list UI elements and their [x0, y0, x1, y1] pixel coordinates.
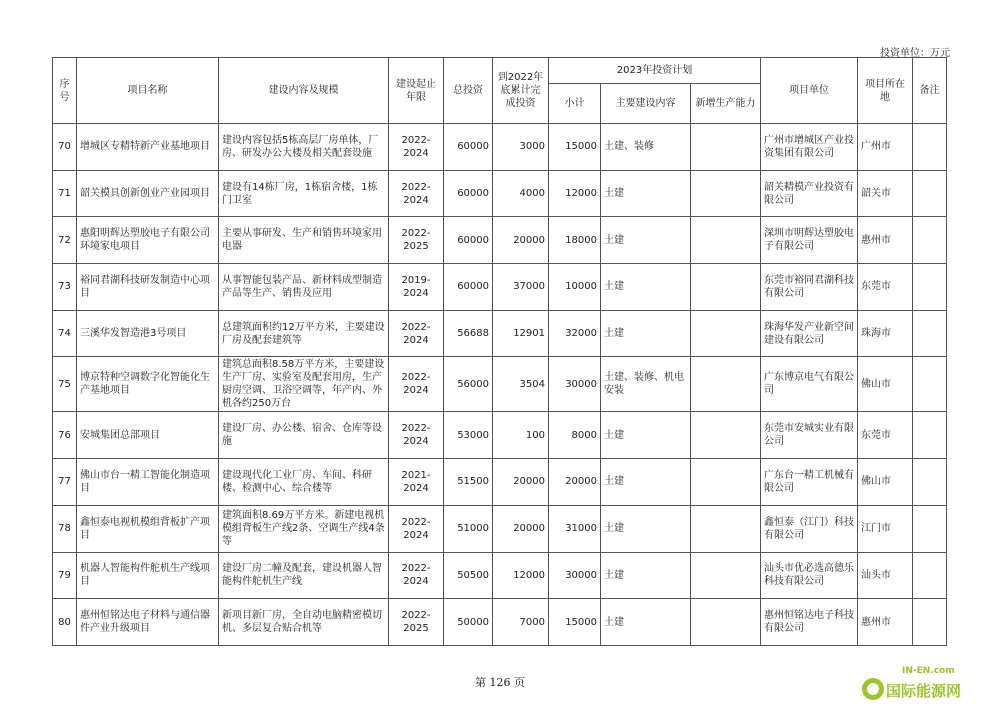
cell-location: 珠海市: [858, 310, 913, 357]
header-plan: 2023年投资计划: [549, 58, 761, 84]
cell-remark: [913, 459, 947, 506]
table-row: [53, 505, 947, 552]
header-total: 总投资: [444, 58, 493, 124]
cell-main-content: 土建、装修、机电安装: [601, 357, 691, 412]
cell-main-content: 土建: [601, 217, 691, 264]
cell-period: 2022-2024: [389, 357, 444, 412]
header-unit: 项目单位: [761, 58, 858, 124]
cell-seq: 72: [53, 217, 77, 264]
cell-period: 2022-2024: [389, 552, 444, 599]
cell-unit: 韶关精模产业投资有限公司: [761, 170, 858, 217]
cell-seq: 76: [53, 412, 77, 459]
cell-unit: 广州市增城区产业投资集团有限公司: [761, 124, 858, 171]
cell-subtotal: 18000: [549, 217, 601, 264]
cell-location: 韶关市: [858, 170, 913, 217]
cell-period: 2022-2024: [389, 170, 444, 217]
cell-new-capacity: [691, 552, 761, 599]
cell-cumulative: 20000: [493, 505, 549, 552]
cell-new-capacity: [691, 310, 761, 357]
cell-subtotal: 30000: [549, 357, 601, 412]
page-number: 第 126 页: [475, 676, 525, 689]
cell-period: 2022-2024: [389, 124, 444, 171]
header-location: 项目所在地: [858, 58, 913, 124]
cell-location: 佛山市: [858, 357, 913, 412]
cell-content: 建设厂房二幢及配套，建设机器人智能构件舵机生产线: [219, 552, 389, 599]
cell-total: 56688: [444, 310, 493, 357]
cell-remark: [913, 599, 947, 646]
cell-name: 博京特种空调数字化智能化生产基地项目: [77, 357, 219, 412]
cell-content: 从事智能包装产品、新材料成型制造产品等生产、销售及应用: [219, 264, 389, 311]
header-remark: 备注: [913, 58, 947, 124]
cell-unit: 鑫恒泰（江门）科技有限公司: [761, 505, 858, 552]
cell-unit: 惠州恒铭达电子科技有限公司: [761, 599, 858, 646]
cell-unit: 东莞市安城实业有限公司: [761, 412, 858, 459]
table-row: [53, 412, 947, 459]
cell-seq: 71: [53, 170, 77, 217]
cell-cumulative: 12901: [493, 310, 549, 357]
cell-remark: [913, 505, 947, 552]
cell-unit: 深圳市明辉达塑胶电子有限公司: [761, 217, 858, 264]
table-row: [53, 264, 947, 311]
cell-location: 惠州市: [858, 217, 913, 264]
cell-main-content: 土建: [601, 412, 691, 459]
cell-content: 建筑总面积8.58万平方米，主要建设生产厂房、实验室及配套用房，生产厨房空调、卫浴空调等，年产内、外机各约250万台: [219, 357, 389, 412]
cell-cumulative: 7000: [493, 599, 549, 646]
cell-name: 裕同君湖科技研发制造中心项目: [77, 264, 219, 311]
cell-main-content: 土建: [601, 552, 691, 599]
cell-subtotal: 8000: [549, 412, 601, 459]
cell-name: 三溪华发智造港3号项目: [77, 310, 219, 357]
cell-new-capacity: [691, 170, 761, 217]
cell-cumulative: 3000: [493, 124, 549, 171]
cell-main-content: 土建: [601, 599, 691, 646]
header-new-capacity: 新增生产能力: [691, 84, 761, 124]
cell-main-content: 土建: [601, 170, 691, 217]
cell-remark: [913, 552, 947, 599]
cell-location: 佛山市: [858, 459, 913, 506]
cell-cumulative: 3504: [493, 357, 549, 412]
cell-total: 50500: [444, 552, 493, 599]
cell-cumulative: 12000: [493, 552, 549, 599]
cell-total: 53000: [444, 412, 493, 459]
cell-unit: 珠海华发产业新空间建设有限公司: [761, 310, 858, 357]
cell-new-capacity: [691, 412, 761, 459]
cell-content: 主要从事研发、生产和销售环境家用电器: [219, 217, 389, 264]
cell-name: 韶关模具创新创业产业园项目: [77, 170, 219, 217]
table-row: [53, 599, 947, 646]
watermark-logo: [862, 664, 994, 702]
watermark-en: IN-EN.com: [902, 666, 955, 676]
table-row: [53, 124, 947, 171]
cell-location: 江门市: [858, 505, 913, 552]
cell-content: 建设现代化工业厂房、车间、科研楼、检测中心、综合楼等: [219, 459, 389, 506]
header-content: 建设内容及规模: [219, 58, 389, 124]
cell-remark: [913, 124, 947, 171]
cell-remark: [913, 217, 947, 264]
cell-total: 51000: [444, 505, 493, 552]
cell-subtotal: 20000: [549, 459, 601, 506]
cell-location: 东莞市: [858, 264, 913, 311]
cell-subtotal: 10000: [549, 264, 601, 311]
cell-period: 2022-2025: [389, 217, 444, 264]
cell-new-capacity: [691, 217, 761, 264]
cell-subtotal: 15000: [549, 599, 601, 646]
header-row-1: [53, 58, 947, 84]
cell-total: 56000: [444, 357, 493, 412]
cell-total: 60000: [444, 264, 493, 311]
cell-subtotal: 30000: [549, 552, 601, 599]
cell-main-content: 土建: [601, 459, 691, 506]
table-row: [53, 552, 947, 599]
cell-location: 惠州市: [858, 599, 913, 646]
header-main-content: 主要建设内容: [601, 84, 691, 124]
cell-remark: [913, 357, 947, 412]
cell-period: 2022-2024: [389, 310, 444, 357]
cell-total: 50000: [444, 599, 493, 646]
cell-name: 机器人智能构件舵机生产线项目: [77, 552, 219, 599]
cell-total: 51500: [444, 459, 493, 506]
cell-period: 2019-2024: [389, 264, 444, 311]
cell-unit: 东莞市裕同君湖科技有限公司: [761, 264, 858, 311]
cell-content: 新项目新厂房，全自动电脑精密模切机、多层复合贴合机等: [219, 599, 389, 646]
cell-main-content: 土建: [601, 505, 691, 552]
cell-cumulative: 20000: [493, 459, 549, 506]
globe-icon-center: [867, 683, 879, 695]
cell-name: 惠州恒铭达电子材料与通信器件产业升级项目: [77, 599, 219, 646]
cell-unit: 汕头市优必选高德乐科技有限公司: [761, 552, 858, 599]
cell-unit: 广东博京电气有限公司: [761, 357, 858, 412]
cell-period: 2022-2025: [389, 599, 444, 646]
cell-subtotal: 12000: [549, 170, 601, 217]
cell-main-content: 土建: [601, 264, 691, 311]
investment-unit-label: 投资单位：万元: [880, 48, 950, 59]
cell-content: 建设有14栋厂房，1栋宿舍楼，1栋门卫室: [219, 170, 389, 217]
cell-seq: 79: [53, 552, 77, 599]
cell-content: 建设内容包括5栋高层厂房单体，厂房、研发办公大楼及相关配套设施: [219, 124, 389, 171]
cell-cumulative: 100: [493, 412, 549, 459]
cell-remark: [913, 170, 947, 217]
cell-name: 安城集团总部项目: [77, 412, 219, 459]
header-name: 项目名称: [77, 58, 219, 124]
cell-total: 60000: [444, 124, 493, 171]
table-row: [53, 170, 947, 217]
cell-period: 2022-2024: [389, 412, 444, 459]
cell-period: 2021-2024: [389, 459, 444, 506]
table-row: [53, 357, 947, 412]
cell-seq: 74: [53, 310, 77, 357]
cell-total: 60000: [444, 170, 493, 217]
project-table: [52, 57, 947, 646]
cell-name: 佛山市台一精工智能化制造项目: [77, 459, 219, 506]
cell-cumulative: 20000: [493, 217, 549, 264]
cell-remark: [913, 264, 947, 311]
cell-seq: 75: [53, 357, 77, 412]
cell-location: 广州市: [858, 124, 913, 171]
cell-seq: 80: [53, 599, 77, 646]
cell-remark: [913, 310, 947, 357]
header-period: 建设起止年限: [389, 58, 444, 124]
header-seq: 序号: [53, 58, 77, 124]
cell-location: 东莞市: [858, 412, 913, 459]
cell-name: 惠阳明辉达塑胶电子有限公司环境家电项目: [77, 217, 219, 264]
cell-seq: 78: [53, 505, 77, 552]
cell-new-capacity: [691, 599, 761, 646]
cell-cumulative: 37000: [493, 264, 549, 311]
cell-name: 鑫恒泰电视机模组背板扩产项目: [77, 505, 219, 552]
cell-content: 建设厂房、办公楼、宿舍、仓库等设施: [219, 412, 389, 459]
cell-new-capacity: [691, 264, 761, 311]
cell-subtotal: 32000: [549, 310, 601, 357]
cell-new-capacity: [691, 505, 761, 552]
cell-subtotal: 15000: [549, 124, 601, 171]
watermark-cn: 国际能源网: [886, 682, 962, 700]
cell-name: 增城区专精特新产业基地项目: [77, 124, 219, 171]
cell-new-capacity: [691, 459, 761, 506]
cell-period: 2022-2024: [389, 505, 444, 552]
cell-seq: 73: [53, 264, 77, 311]
header-cumulative: 到2022年底累计完成投资: [493, 58, 549, 124]
cell-subtotal: 31000: [549, 505, 601, 552]
cell-content: 总建筑面积约12万平方米，主要建设厂房及配套建筑等: [219, 310, 389, 357]
cell-seq: 70: [53, 124, 77, 171]
table-row: [53, 310, 947, 357]
cell-content: 建筑面积8.69万平方米。新建电视机模组背板生产线2条、空调生产线4条等: [219, 505, 389, 552]
cell-remark: [913, 412, 947, 459]
header-subtotal: 小计: [549, 84, 601, 124]
table-row: [53, 217, 947, 264]
table-row: [53, 459, 947, 506]
cell-total: 60000: [444, 217, 493, 264]
cell-main-content: 土建、装修: [601, 124, 691, 171]
cell-seq: 77: [53, 459, 77, 506]
cell-unit: 广东台一精工机械有限公司: [761, 459, 858, 506]
cell-main-content: 土建: [601, 310, 691, 357]
cell-cumulative: 4000: [493, 170, 549, 217]
cell-new-capacity: [691, 357, 761, 412]
cell-new-capacity: [691, 124, 761, 171]
cell-location: 汕头市: [858, 552, 913, 599]
